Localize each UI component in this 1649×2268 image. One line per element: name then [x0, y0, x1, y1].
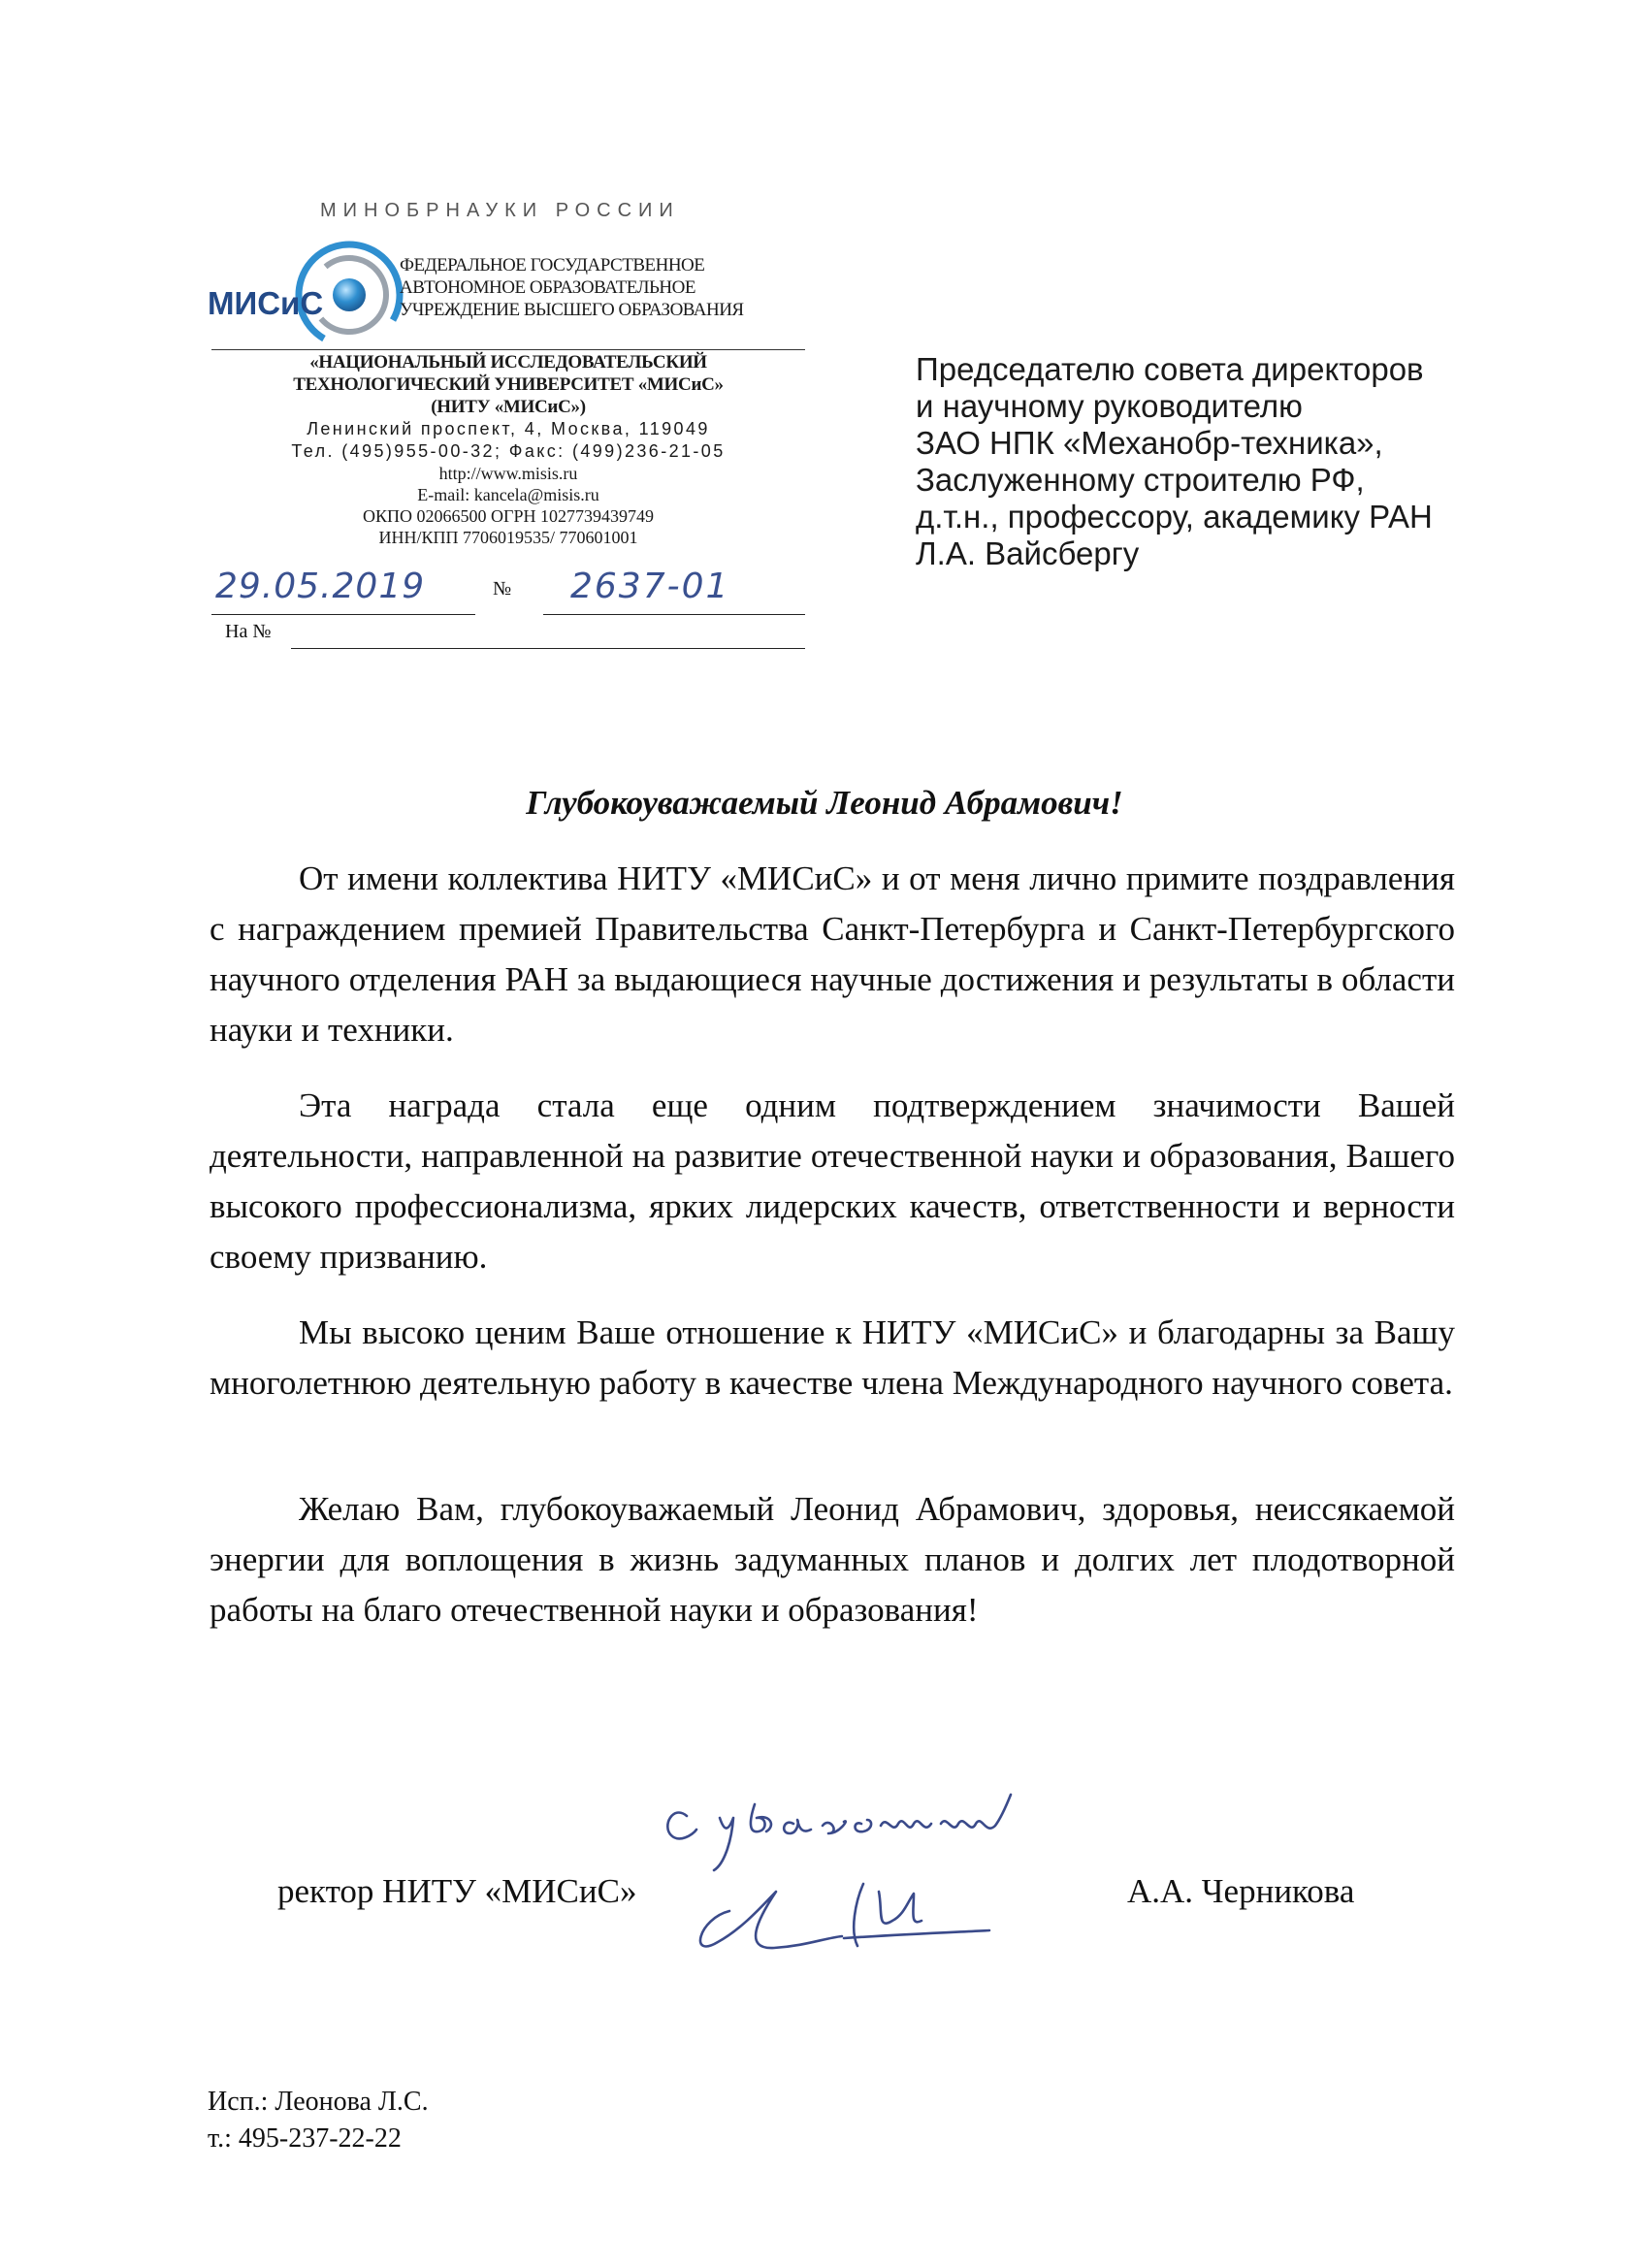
ministry-header: МИНОБРНАУКИ РОССИИ — [320, 200, 680, 221]
addressee-block — [916, 351, 1433, 572]
university-name-line: ТЕХНОЛОГИЧЕСКИЙ УНИВЕРСИТЕТ «МИСиС» — [293, 374, 724, 395]
university-website: http://www.misis.ru — [438, 464, 578, 483]
number-underline — [543, 614, 805, 615]
salutation: Глубокоуважаемый Леонид Абрамович! — [526, 784, 1123, 822]
university-block — [211, 351, 805, 548]
addressee-line: Л.А. Вайсбергу — [916, 535, 1140, 571]
university-email: E-mail: kancela@misis.ru — [417, 485, 599, 504]
addressee-line: ЗАО НПК «Механобр-техника», — [916, 425, 1383, 461]
body-paragraph: Мы высоко ценим Ваше отношение к НИТУ «МИСиС» и благодарны за Вашу многолетнюю деятельную работу в качестве члена Международного научного совета. — [210, 1313, 1455, 1402]
reference-label: На № — [225, 621, 272, 642]
addressee-line: д.т.н., профессору, академику РАН — [916, 499, 1433, 535]
letterhead-divider — [211, 349, 805, 350]
executor-name: Исп.: Леонова Л.С. — [208, 2087, 429, 2117]
addressee-line: и научному руководителю — [916, 388, 1303, 424]
outgoing-number: 2637-01 — [570, 567, 730, 606]
org-type-line: АВТОНОМНОЕ ОБРАЗОВАТЕЛЬНОЕ — [400, 277, 695, 298]
addressee-line: Заслуженному строителю РФ, — [916, 462, 1365, 498]
reference-underline — [291, 648, 805, 649]
body-paragraph: От имени коллектива НИТУ «МИСиС» и от меня лично примите поздравления с награждением премией Правительства Санкт-Петербурга и Санкт-Петербургского научного отделения РАН за выдающиеся научные достижения и результаты в области науки и техники. — [210, 859, 1455, 1049]
university-inn-kpp: ИНН/КПП 7706019535/ 770601001 — [378, 528, 638, 547]
signatory-title: ректор НИТУ «МИСиС» — [277, 1872, 637, 1910]
university-name-line: (НИТУ «МИСиС») — [431, 397, 586, 417]
org-type-line: ФЕДЕРАЛЬНОЕ ГОСУДАРСТВЕННОЕ — [400, 255, 705, 275]
footer-block — [208, 2084, 429, 2157]
body-paragraph: Желаю Вам, глубокоуважаемый Леонид Абрамович, здоровья, неиссякаемой энергии для воплощения в жизнь задуманных планов и долгих лет плодотворной работы на благо отечественной науки и образования! — [210, 1490, 1455, 1629]
signatory-name: А.А. Черникова — [1127, 1872, 1355, 1910]
university-okpo-ogrn: ОКПО 02066500 ОГРН 1027739439749 — [363, 506, 654, 526]
date-underline — [211, 614, 475, 615]
body-paragraph: Эта награда стала еще одним подтверждением значимости Вашей деятельности, направленной на развитие отечественной науки и образования, Вашего высокого профессионализма, ярких лидерских качеств, ответственности и верности своему призванию. — [210, 1086, 1455, 1276]
logo-wordmark: МИСиС — [208, 285, 324, 321]
handwritten-signature-icon — [660, 1775, 1203, 1969]
org-type-line: УЧРЕЖДЕНИЕ ВЫСШЕГО ОБРАЗОВАНИЯ — [400, 300, 744, 320]
addressee-line: Председателю совета директоров — [916, 351, 1424, 387]
university-phones: Тел. (495)955-00-32; Факс: (499)236-21-05 — [291, 441, 726, 461]
number-sign: № — [493, 578, 512, 599]
org-type-block — [400, 254, 744, 321]
university-name-line: «НАЦИОНАЛЬНЫЙ ИССЛЕДОВАТЕЛЬСКИЙ — [309, 352, 707, 373]
university-address: Ленинский проспект, 4, Москва, 119049 — [307, 419, 710, 438]
outgoing-date: 29.05.2019 — [215, 567, 426, 606]
executor-phone: т.: 495-237-22-22 — [208, 2123, 402, 2154]
